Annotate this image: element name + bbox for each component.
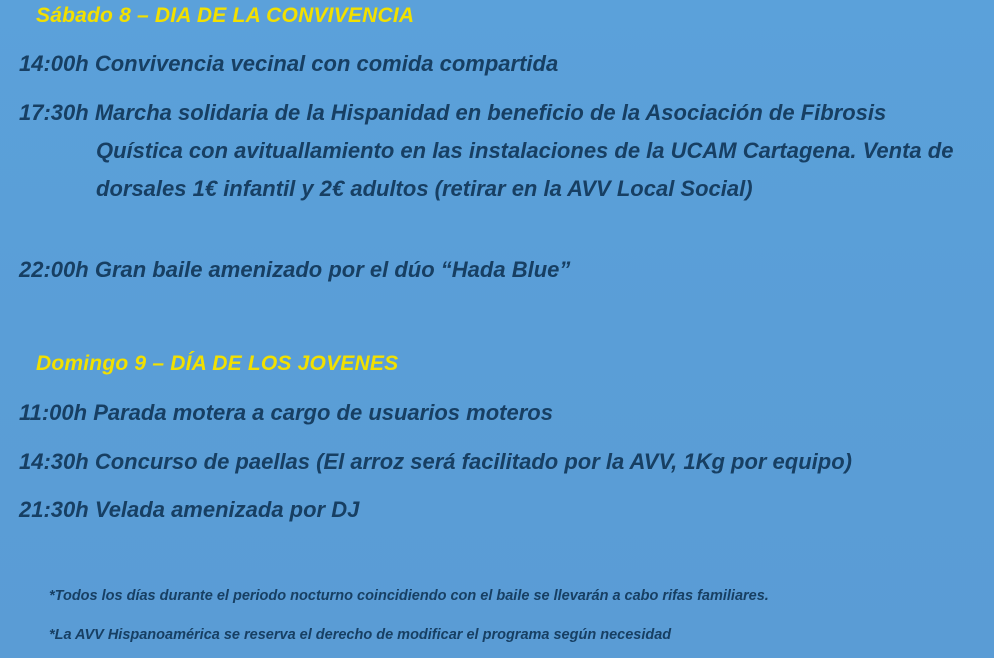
item-time: 14:30h [19,449,89,474]
schedule-item [19,94,979,208]
footnote: *La AVV Hispanoamérica se reserva el derecho de modificar el programa según necesidad [49,627,672,643]
item-text: Convivencia vecinal con comida compartida [94,51,559,76]
item-text: Velada amenizada por DJ [94,497,360,522]
item-text: Concurso de paellas (El arroz será facilitado por la AVV, 1Kg por equipo) [94,449,852,474]
schedule-item [19,45,979,83]
item-text: Parada motera a cargo de usuarios moteros [93,400,553,425]
item-time: 11:00h [19,400,88,425]
item-text: Gran baile amenizado por el dúo “Hada Blue” [94,257,571,282]
sunday-heading: Domingo 9 – DÍA DE LOS JOVENES [36,352,399,375]
saturday-heading: Sábado 8 – DIA DE LA CONVIVENCIA [36,4,415,27]
item-time: 17:30h [19,100,89,125]
item-time: 14:00h [19,51,89,76]
schedule-item [19,491,979,529]
item-time: 21:30h [19,497,89,522]
footnote: *Todos los días durante el periodo nocturno coincidiendo con el baile se llevarán a cabo rifas familiares. [49,588,769,604]
schedule-item [19,443,979,481]
item-text: Marcha solidaria de la Hispanidad en beneficio de la Asociación de Fibrosis Quística con avituallamiento en las instalaciones de la UCAM Cartagena. Venta de dorsales 1€ infantil y 2€ adultos (retirar en la AVV Local Social) [94,100,954,201]
item-time: 22:00h [19,257,89,282]
schedule-item [19,251,979,289]
schedule-item [19,394,979,432]
